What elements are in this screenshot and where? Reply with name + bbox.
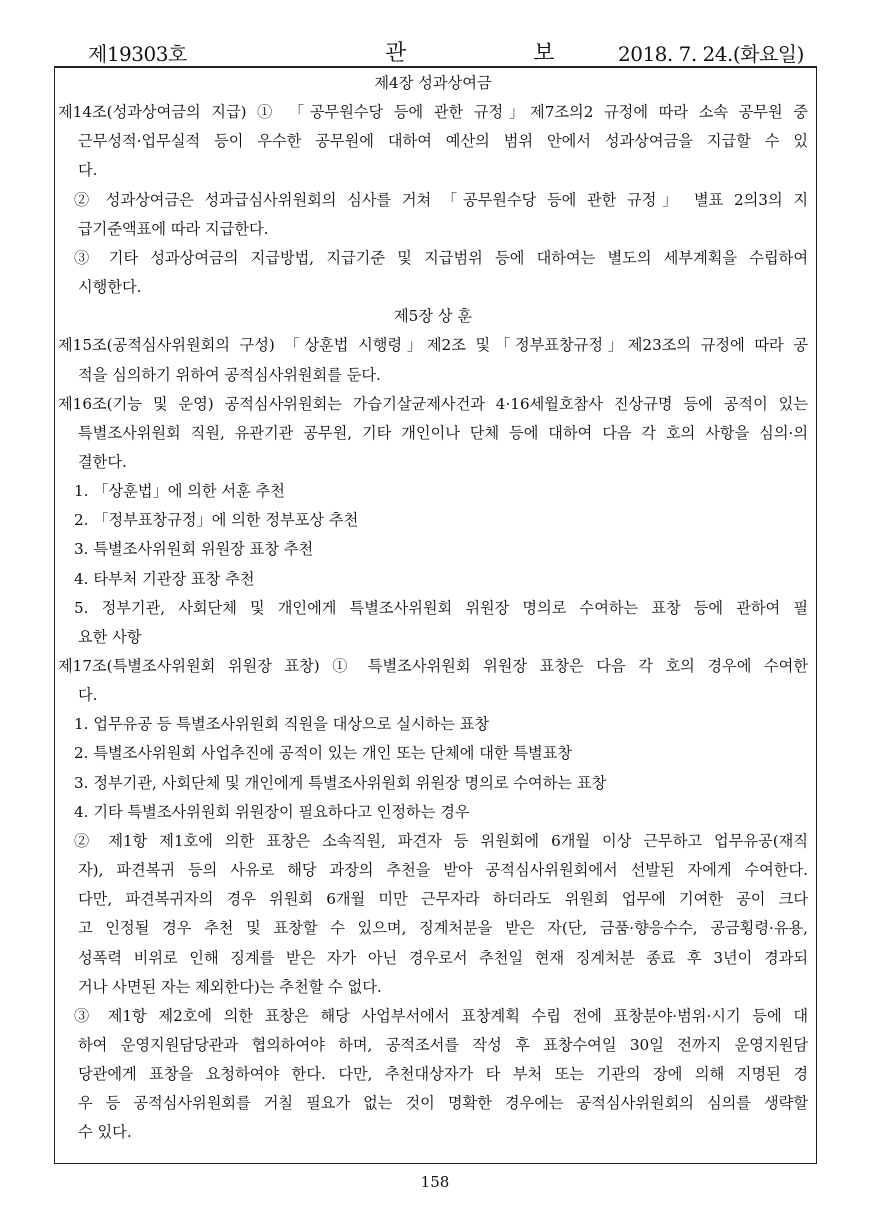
text-line: 1. 업무유공 등 특별조사위원회 직원을 대상으로 실시하는 표창: [74, 715, 490, 734]
text-line: 고 인정될 경우 추천 및 표창할 수 있으며, 징계처분을 받은 자(단, 금품·향응수수, 공금횡령·유용,: [78, 919, 808, 938]
text-line: 자), 파견복귀 등의 사유로 해당 과장의 추천을 받아 공적심사위원회에서 선발된 자에게 수여한다.: [78, 861, 808, 880]
text-line: 다만, 파견복귀자의 경우 위원회 6개월 미만 근무자라 하더라도 위원회 업무에 기여한 공이 크다: [78, 890, 808, 909]
text-line: 제14조(성과상여금의 지급) ① 「공무원수당 등에 관한 규정」제7조의2 규정에 따라 소속 공무원 중: [58, 103, 808, 122]
text-line: 다.: [78, 161, 98, 180]
text-line: ③ 기타 성과상여금의 지급방법, 지급기준 및 지급범위 등에 대하여는 별도의 세부계획을 수립하여: [74, 248, 808, 267]
text-line: 제17조(특별조사위원회 위원장 표창) ① 특별조사위원회 위원장 표창은 다음 각 호의 경우에 수여한: [58, 657, 808, 675]
text-line: 하여 운영지원담당관과 협의하여야 하며, 공적조서를 작성 후 표창수여일 30일 전까지 운영지원담: [78, 1035, 808, 1054]
text-line: 1. 「상훈법」에 의한 서훈 추천: [74, 482, 285, 501]
text-line: 우 등 공적심사위원회를 거칠 필요가 없는 것이 명확한 경우에는 공적심사위원회의 심의를 생략할: [78, 1094, 808, 1113]
text-line: ② 제1항 제1호에 의한 표창은 소속직원, 파견자 등 위원회에 6개월 이상 근무하고 업무유공(재직: [74, 831, 808, 850]
text-line: 2. 「정부표창규정」에 의한 정부포상 추천: [74, 511, 359, 530]
text-line: 근무성적·업무실적 등이 우수한 공무원에 대하여 예산의 범위 안에서 성과상여금을 지급할 수 있: [78, 132, 808, 151]
text-line: ③ 제1항 제2호에 의한 표창은 해당 사업부서에서 표창계획 수립 전에 표창분야·범위·시기 등에 대: [74, 1006, 808, 1025]
section-heading: 제5장 상 훈: [393, 307, 472, 326]
text-line: 결한다.: [78, 452, 127, 471]
text-line: 급기준액표에 따라 지급한다.: [78, 219, 269, 238]
text-line: ② 성과상여금은 성과급심사위원회의 심사를 거쳐 「공무원수당 등에 관한 규정」 별표 2의3의 지: [74, 190, 808, 209]
text-line: 적을 심의하기 위하여 공적심사위원회를 둔다.: [78, 365, 381, 384]
text-line: 4. 기타 특별조사위원회 위원장이 필요하다고 인정하는 경우: [74, 802, 470, 821]
text-line: 성폭력 비위로 인해 징계를 받은 자가 아닌 경우로서 추천일 현재 징계처분 종료 후 3년이 경과되: [78, 948, 808, 967]
text-line: 다.: [78, 686, 98, 705]
text-line: 2. 특별조사위원회 사업추진에 공적이 있는 개인 또는 단체에 대한 특별표창: [74, 744, 573, 763]
page-number: 158: [420, 1173, 450, 1191]
publication-date: 2018. 7. 24.(화요일): [618, 42, 804, 66]
text-line: 시행한다.: [78, 278, 142, 297]
text-line: 수 있다.: [78, 1123, 132, 1142]
section-heading: 제4장 성과상여금: [374, 74, 492, 92]
text-line: 거나 사면된 자는 제외한다)는 추천할 수 없다.: [78, 977, 382, 996]
text-line: 당관에게 표창을 요청하여야 한다. 다만, 추천대상자가 타 부처 또는 기관의 장에 의해 지명된 경: [78, 1065, 808, 1084]
text-line: 3. 특별조사위원회 위원장 표창 추천: [74, 540, 314, 559]
text-line: 3. 정부기관, 사회단체 및 개인에게 특별조사위원회 위원장 명의로 수여하는 표창: [74, 773, 607, 792]
text-line: 제15조(공적심사위원회의 구성) 「상훈법 시행령」제2조 및「정부표창규정」제23조의 규정에 따라 공: [58, 336, 808, 355]
text-line: 4. 타부처 기관장 표창 추천: [74, 569, 255, 588]
text-line: 제16조(기능 및 운영) 공적심사위원회는 가습기살균제사건과 4·16세월호참사 진상규명 등에 공적이 있는: [58, 394, 808, 413]
text-line: 5. 정부기관, 사회단체 및 개인에게 특별조사위원회 위원장 명의로 수여하는 표창 등에 관하여 필: [74, 598, 808, 617]
gazette-title: 관 보: [385, 41, 615, 66]
text-line: 요한 사항: [78, 627, 142, 646]
issue-number: 제19303호: [88, 42, 187, 66]
text-line: 특별조사위원회 직원, 유관기관 공무원, 기타 개인이나 단체 등에 대하여 다음 각 호의 사항을 심의·의: [78, 423, 808, 442]
